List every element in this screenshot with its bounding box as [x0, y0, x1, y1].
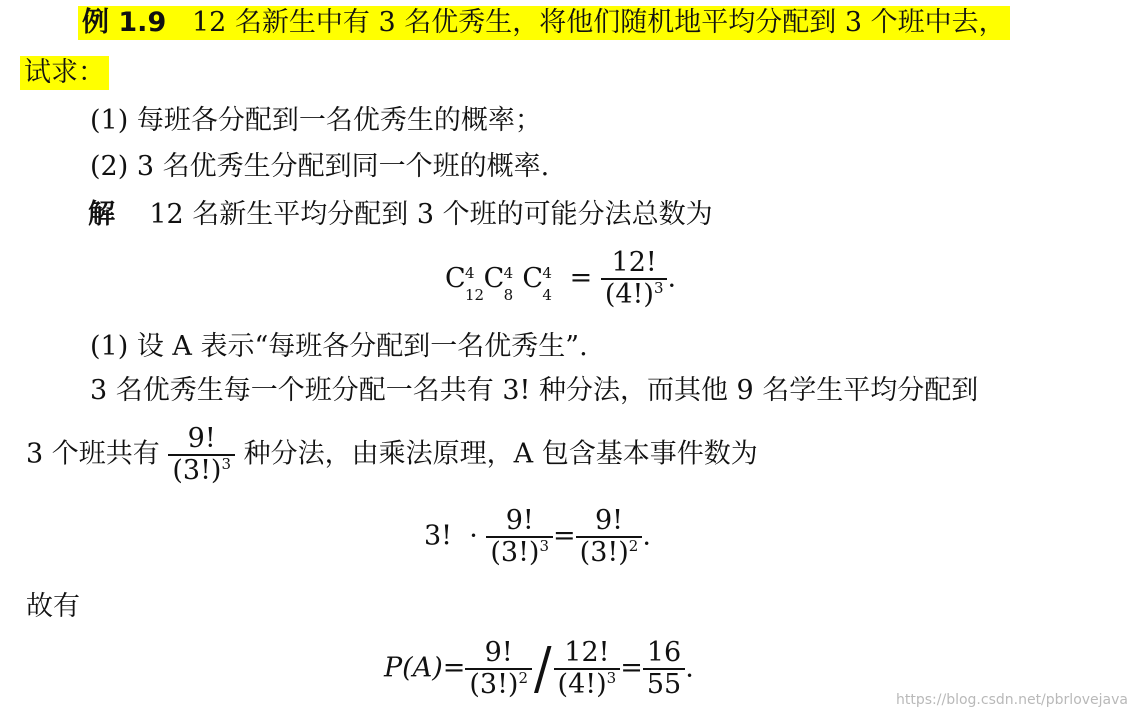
- combination-c12-4: C 4 12: [445, 262, 485, 304]
- part1-definition: (1) 设 A 表示“每班各分配到一名优秀生”.: [90, 331, 588, 362]
- question-1: (1) 每班各分配到一名优秀生的概率；: [90, 105, 542, 136]
- factorial-dot: 3! ·: [424, 520, 478, 552]
- period: .: [667, 262, 677, 294]
- equation-probability: [384, 638, 694, 700]
- paragraph-line2: [26, 424, 758, 486]
- fraction-12-over-4-cubed: $\frac{12!}{(4!)^3}$: [601, 248, 668, 310]
- combination-c8-4: C 4 8: [483, 262, 514, 304]
- equals-sign: =: [569, 262, 593, 294]
- paragraph-line2-pre: 3 个班共有: [26, 438, 160, 470]
- fraction-9-over-3-cubed: $\frac{9!}{(3!)^3}$: [168, 424, 235, 486]
- solution-label: 解: [88, 199, 115, 230]
- fraction-9-over-3-squared-b: $\frac{9!}{(3!)^2}$: [465, 638, 532, 700]
- combination-c4-4: C 4 4: [522, 262, 552, 304]
- equation-event-count: [424, 506, 651, 568]
- problem-ask: 试求：: [24, 57, 105, 88]
- equals-sign: =: [620, 652, 643, 684]
- paragraph-line2-post: 种分法，由乘法原理，A 包含基本事件数为: [243, 438, 758, 470]
- equals-sign: =: [553, 520, 576, 552]
- fraction-16-over-55: $\frac{16}{55}$: [643, 638, 685, 700]
- equation-total-ways: [445, 248, 676, 310]
- problem-statement-line1: 12 名新生中有 3 名优秀生，将他们随机地平均分配到 3 个班中去，: [191, 7, 1006, 38]
- period: .: [642, 520, 651, 552]
- solution-intro: 12 名新生平均分配到 3 个班的可能分法总数为: [149, 199, 713, 230]
- problem-statement-line2: [20, 56, 109, 90]
- example-label: 例 1.9: [82, 7, 167, 38]
- solution-intro-line: [88, 198, 713, 232]
- therefore-text: 故有: [26, 591, 80, 622]
- probability-lhs: P(A): [384, 652, 443, 684]
- problem-heading-line: [78, 6, 1010, 40]
- paragraph-line1: 3 名优秀生每一个班分配一名共有 3! 种分法，而其他 9 名学生平均分配到: [90, 375, 979, 406]
- period: .: [685, 652, 694, 684]
- fraction-9-over-3-cubed-b: $\frac{9!}{(3!)^3}$: [486, 506, 553, 568]
- division-slash: /: [534, 636, 552, 702]
- watermark: https://blog.csdn.net/pbrlovejava: [896, 692, 1128, 708]
- question-2: (2) 3 名优秀生分配到同一个班的概率.: [90, 151, 550, 182]
- fraction-9-over-3-squared: $\frac{9!}{(3!)^2}$: [576, 506, 643, 568]
- equals-sign: =: [442, 652, 466, 684]
- fraction-12-over-4-cubed-b: $\frac{12!}{(4!)^3}$: [554, 638, 621, 700]
